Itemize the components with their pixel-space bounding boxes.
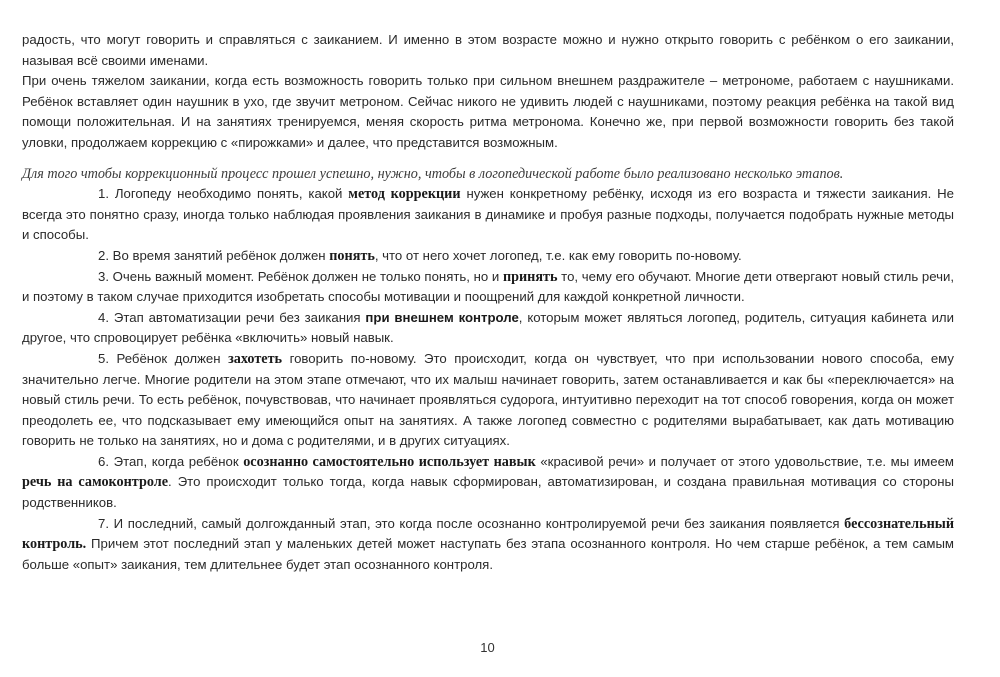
stage-7: 7. И последний, самый долгожданный этап, это когда после осознанно контролируемой речи без заикания появляется бессознательный контроль. Причем этот последний этап у маленьких детей может наступать без этапа осознанного контроля. Но чем старше ребёнок, а тем самым больше «опыт» заикания, тем длительнее будет этап осознанного контроля. xyxy=(22,515,954,572)
stage-6-key-term-2: речь на самоконтроле xyxy=(22,474,169,491)
stage-5: 5. Ребёнок должен захотеть говорить по-новому. Это происходит, когда он чувствует, что при использовании нового способа, ему значительно легче. Многие родители на этом этапе отмечают, что их малыш начинает говорить, затем останавливается и как бы «переключается» на новый стиль речи. То есть ребёнок, почувствовав, что начинает проявляться судорога, интуитивно переходит на тот способ говорения, когда он может преодолеть ее, что подсказывает ему имеющийся опыт на занятиях. А также логопед совместно с родителями вырабатывает, как дать мотивацию говорить не только на занятиях, но и дома с родителями, и в других ситуациях. xyxy=(22,350,954,449)
stage-2-key-term: понять xyxy=(329,247,375,264)
stage-6: 6. Этап, когда ребёнок осознанно самостоятельно использует навык «красивой речи» и получает от этого удовольствие, т.е. мы имеем речь на самоконтроле. Это происходит только тогда, когда навык сформирован, автоматизирован, и создана правильная мотивация со стороны родственников. xyxy=(22,453,954,511)
page-number: 10 xyxy=(480,640,495,655)
stage-7-key-term: бессознательный контроль. xyxy=(22,515,954,553)
stage-4-key-term: при внешнем контроле xyxy=(365,309,519,325)
stage-1-key-term: метод коррекции xyxy=(348,186,461,203)
stage-2: 2. Во время занятий ребёнок должен понять, что от него хочет логопед, т.е. как ему говорить по-новому. xyxy=(98,247,742,264)
stage-6-key-term: осознанно самостоятельно использует навык xyxy=(243,453,536,470)
stage-5-key-term: захотеть xyxy=(228,350,283,367)
stage-4: 4. Этап автоматизации речи без заикания при внешнем контроле, которым может являться логопед, родитель, ситуация кабинета или другое, что спровоцирует ребёнка «включить» новый навык. xyxy=(22,309,954,346)
stage-3-key-term: принять xyxy=(502,268,558,285)
intro-paragraph-2: При очень тяжелом заикании, когда есть возможность говорить только при сильном внешнем раздражителе – метрономе, работаем с наушниками. Ребёнок вставляет один наушник в ухо, где звучит метроном. Сейчас никого не удивить людей с наушниками, поэтому реакция ребёнка на такой вид помощи положительная. И на занятиях тренируемся, меняя скорость ритма метронома. Конечно же, при первой возможности говорить без такой уловки, продолжаем коррекцию с «пирожками» и далее, что представится возможным. xyxy=(22,73,954,150)
document-body xyxy=(22,30,954,575)
stage-3: 3. Очень важный момент. Ребёнок должен не только понять, но и принять то, чему его обучают. Многие дети отвергают новый стиль речи, и поэтому в таком случае приходится изобретать способы мотивации и поощрений для каждой конкретной личности. xyxy=(22,268,954,305)
stage-1: 1. Логопеду необходимо понять, какой метод коррекции нужен конкретному ребёнку, исходя из его возраста и тяжести заикания. Не всегда это понятно сразу, иногда только наблюдая проявления заикания в динамике и пробуя разные подходы, получается подобрать нужные методы и способы. xyxy=(22,186,955,243)
intro-paragraph-1: радость, что могут говорить и справляться с заиканием. И именно в этом возрасте можно и нужно открыто говорить с ребёнком о его заикании, называя всё своими именами. xyxy=(22,32,954,68)
stages-lead-in: Для того чтобы коррекционный процесс прошел успешно, нужно, чтобы в логопедической работе было реализовано несколько этапов. xyxy=(22,165,844,182)
